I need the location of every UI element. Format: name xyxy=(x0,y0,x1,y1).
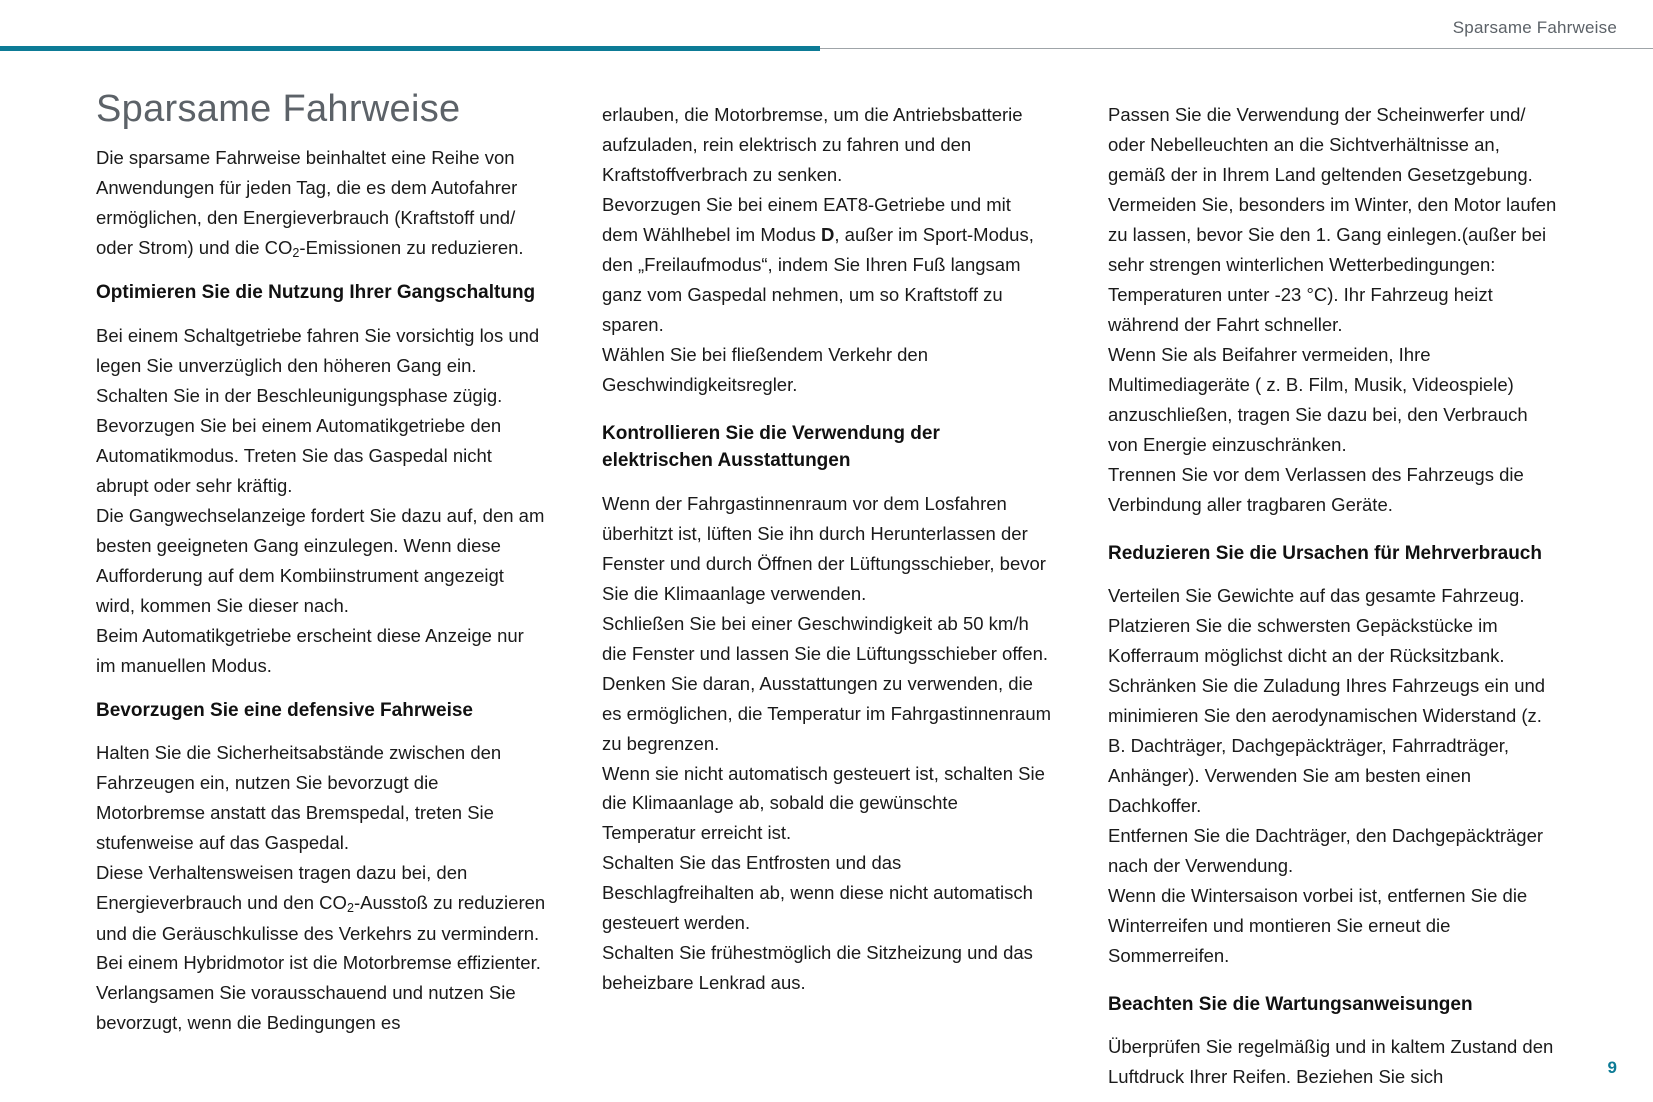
paragraph: Bei einem Hybridmotor ist die Motorbremse effizienter. Verlangsamen Sie vorausschauend und nutzen Sie bevorzugt, wenn die Bedingungen es xyxy=(96,952,541,1034)
paragraph: Schränken Sie die Zuladung Ihres Fahrzeugs ein und minimieren Sie den aerodynamischen Widerstand (z. B. Dachträger, Dachgepäckträger, Fahrradträger, Anhänger). Verwenden Sie am besten einen Dachkoffer. xyxy=(1108,675,1546,816)
header-thin-rule xyxy=(820,48,1653,49)
paragraph-eat8 xyxy=(602,190,1052,340)
paragraph: Schalten Sie das Entfrosten und das Beschlagfreihalten ab, wenn diese nicht automatisch gesteuert werden. xyxy=(602,852,1033,934)
paragraph: Wählen Sie bei fließendem Verkehr den Geschwindigkeitsregler. xyxy=(602,343,928,395)
paragraph: Beim Automatikgetriebe erscheint diese Anzeige nur im manuellen Modus. xyxy=(96,624,524,676)
header-accent-rule xyxy=(0,46,820,51)
paragraph: Schalten Sie frühestmöglich die Sitzheizung und das beheizbare Lenkrad aus. xyxy=(602,942,1033,994)
paragraph: Entfernen Sie die Dachträger, den Dachgepäckträger nach der Verwendung. xyxy=(1108,824,1544,876)
paragraph-text-part2: -Ausstoß zu reduzieren und die Geräuschkulisse des Verkehrs zu vermindern. xyxy=(96,891,546,944)
gear-mode-label: D xyxy=(821,223,835,245)
paragraph: Die Gangwechselanzeige fordert Sie dazu auf, den am besten geeigneten Gang einzulegen. Wenn diese Aufforderung auf dem Kombiinstrument angezeigt wird, kommen Sie dieser nach. xyxy=(96,504,545,616)
paragraph-co2 xyxy=(96,858,546,948)
heading-optimieren-gangschaltung: Optimieren Sie die Nutzung Ihrer Gangschaltung xyxy=(96,282,536,304)
paragraph: Trennen Sie vor dem Verlassen des Fahrzeugs die Verbindung aller tragbaren Geräte. xyxy=(1108,463,1524,515)
paragraph: Halten Sie die Sicherheitsabstände zwischen den Fahrzeugen ein, nutzen Sie bevorzugt die Motorbremse anstatt das Bremspedal, treten Sie stufenweise auf das Gaspedal. xyxy=(96,742,502,854)
paragraph: Schließen Sie bei einer Geschwindigkeit ab 50 km/h die Fenster und lassen Sie die Lüftungsschieber offen. xyxy=(602,612,1049,664)
intro-text-part2: -Emissionen zu reduzieren. xyxy=(299,236,524,258)
paragraph-text-part1: Diese Verhaltensweisen tragen dazu bei, den Energieverbrauch und den CO xyxy=(96,862,468,913)
co2-subscript: 2 xyxy=(292,246,300,261)
paragraph: Verteilen Sie Gewichte auf das gesamte Fahrzeug. Platzieren Sie die schwersten Gepäckstücke im Kofferraum möglichst dicht an der Rücksitzbank. xyxy=(1108,585,1525,667)
paragraph-text-part1: Bevorzugen Sie bei einem EAT8-Getriebe und mit dem Wählhebel im Modus xyxy=(602,193,1011,245)
page-title: Sparsame Fahrweise xyxy=(96,88,461,130)
intro-paragraph xyxy=(96,143,546,263)
paragraph: Denken Sie daran, Ausstattungen zu verwenden, die es ermöglichen, die Temperatur im Fahrgastinnenraum zu begrenzen. xyxy=(602,672,1052,754)
heading-wartungsanweisungen: Beachten Sie die Wartungsanweisungen xyxy=(1108,993,1473,1015)
column-2 xyxy=(602,88,1052,1092)
page-header xyxy=(0,0,1653,56)
heading-elektrische-ausstattungen: Kontrollieren Sie die Verwendung der elektrischen Ausstattungen xyxy=(602,422,940,472)
paragraph: Überprüfen Sie regelmäßig und in kaltem Zustand den Luftdruck Ihrer Reifen. Beziehen Sie sich xyxy=(1108,1036,1554,1088)
page-content xyxy=(0,88,1653,1092)
heading-defensive-fahrweise: Bevorzugen Sie eine defensive Fahrweise xyxy=(96,699,473,721)
paragraph: erlauben, die Motorbremse, um die Antriebsbatterie aufzuladen, rein elektrisch zu fahren und den Kraftstoffverbrach zu senken. xyxy=(602,104,1023,185)
paragraph: Bevorzugen Sie bei einem Automatikgetriebe den Automatikmodus. Treten Sie das Gaspedal nicht abrupt oder sehr kräftig. xyxy=(96,414,502,496)
co2-subscript: 2 xyxy=(346,901,354,916)
paragraph: Wenn sie nicht automatisch gesteuert ist, schalten Sie die Klimaanlage ab, sobald die gewünschte Temperatur erreicht ist. xyxy=(602,762,1045,844)
column-3 xyxy=(1108,88,1558,1092)
paragraph: Vermeiden Sie, besonders im Winter, den Motor laufen zu lassen, bevor Sie den 1. Gang einlegen.(außer bei sehr strengen winterlichen Wetterbedingungen: Temperaturen unter -23 °C). Ihr Fahrzeug heizt während der Fahrt schneller. xyxy=(1108,193,1557,335)
intro-text-part1: Die sparsame Fahrweise beinhaltet eine Reihe von Anwendungen für jeden Tag, die es dem Autofahrer ermöglichen, den Energieverbrauch (Kraftstoff und/ oder Strom) und die CO xyxy=(96,147,518,258)
paragraph: Wenn der Fahrgastinnenraum vor dem Losfahren überhitzt ist, lüften Sie ihn durch Herunterlassen der Fenster und durch Öffnen der Lüftungsschieber, bevor Sie die Klimaanlage verwenden. xyxy=(602,492,1046,604)
paragraph: Bei einem Schaltgetriebe fahren Sie vorsichtig los und legen Sie unverzüglich den höheren Gang ein. Schalten Sie in der Beschleunigungsphase zügig. xyxy=(96,324,540,406)
paragraph-text-part2: , außer im Sport-Modus, den „Freilaufmodus“, indem Sie Ihren Fuß langsam ganz vom Gaspedal nehmen, um so Kraftstoff zu sparen. xyxy=(602,223,1034,335)
paragraph: Wenn die Wintersaison vorbei ist, entfernen Sie die Winterreifen und montieren Sie erneut die Sommerreifen. xyxy=(1108,884,1528,966)
column-1 xyxy=(96,88,546,1092)
paragraph: Wenn Sie als Beifahrer vermeiden, Ihre Multimediageräte ( z. B. Film, Musik, Videospiele) anzuschließen, tragen Sie dazu bei, den Verbrauch von Energie einzuschränken. xyxy=(1108,343,1528,455)
paragraph: Passen Sie die Verwendung der Scheinwerfer und/ oder Nebelleuchten an die Sichtverhältnisse an, gemäß der in Ihrem Land geltenden Gesetzgebung. xyxy=(1108,104,1533,185)
running-header-title: Sparsame Fahrweise xyxy=(1452,18,1617,37)
heading-ursachen-mehrverbrauch: Reduzieren Sie die Ursachen für Mehrverbrauch xyxy=(1108,542,1542,564)
page-number: 9 xyxy=(1607,1058,1617,1077)
